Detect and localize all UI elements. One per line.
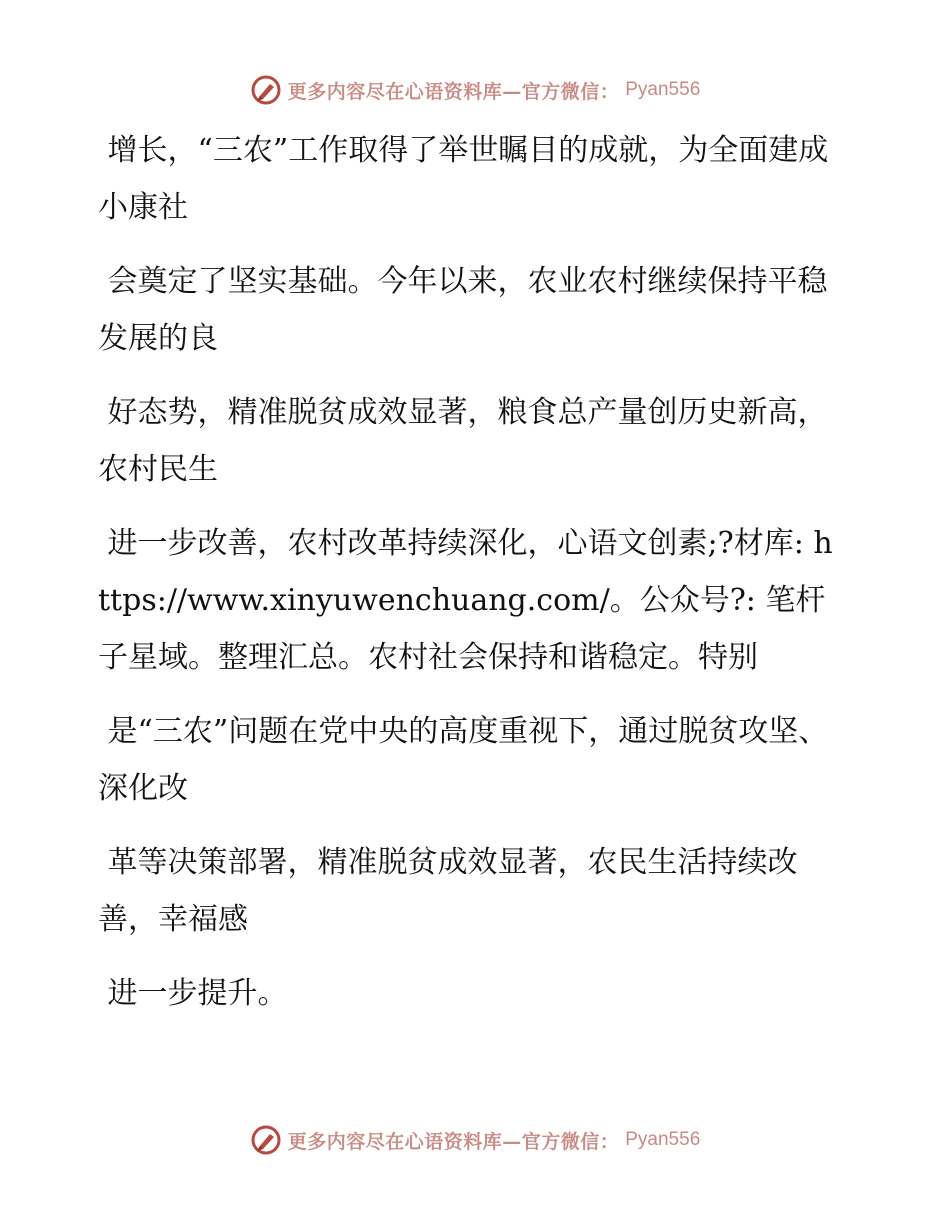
footer-watermark-text: 更多内容尽在心语资料库—官方微信： <box>287 1130 620 1153</box>
header-watermark-id: Pyan556 <box>625 79 701 100</box>
footer-watermark-content <box>250 1124 701 1156</box>
paragraph: 会奠定了坚实基础。今年以来，农业农村继续保持平稳发展的良 <box>98 264 828 356</box>
paragraph: 革等决策部署，精准脱贫成效显著，农民生活持续改善，幸福感 <box>98 845 798 937</box>
footer-watermark <box>0 1120 950 1160</box>
header-watermark <box>0 70 950 110</box>
paragraph: 好态势，精准脱贫成效显著，粮食总产量创历史新高，农村民生 <box>98 395 828 487</box>
document-body <box>98 122 838 1039</box>
footer-watermark-id: Pyan556 <box>625 1129 701 1150</box>
pen-logo-icon <box>250 74 282 106</box>
paragraph: 是“三农”问题在党中央的高度重视下，通过脱贫攻坚、深化改 <box>98 714 829 806</box>
paragraph: 进一步改善，农村改革持续深化，心语文创素;?材库: https://www.xinyuwenchuang.com/。公众号?: 笔杆子星域。整理汇总。农村社会保持和谐稳定。特别 <box>98 526 833 675</box>
header-watermark-text: 更多内容尽在心语资料库—官方微信： <box>287 80 620 103</box>
paragraph: 进一步提升。 <box>98 976 288 1011</box>
header-watermark-content <box>250 74 701 106</box>
paragraph: 增长，“三农”工作取得了举世瞩目的成就，为全面建成小康社 <box>98 133 829 225</box>
pen-logo-icon <box>250 1124 282 1156</box>
